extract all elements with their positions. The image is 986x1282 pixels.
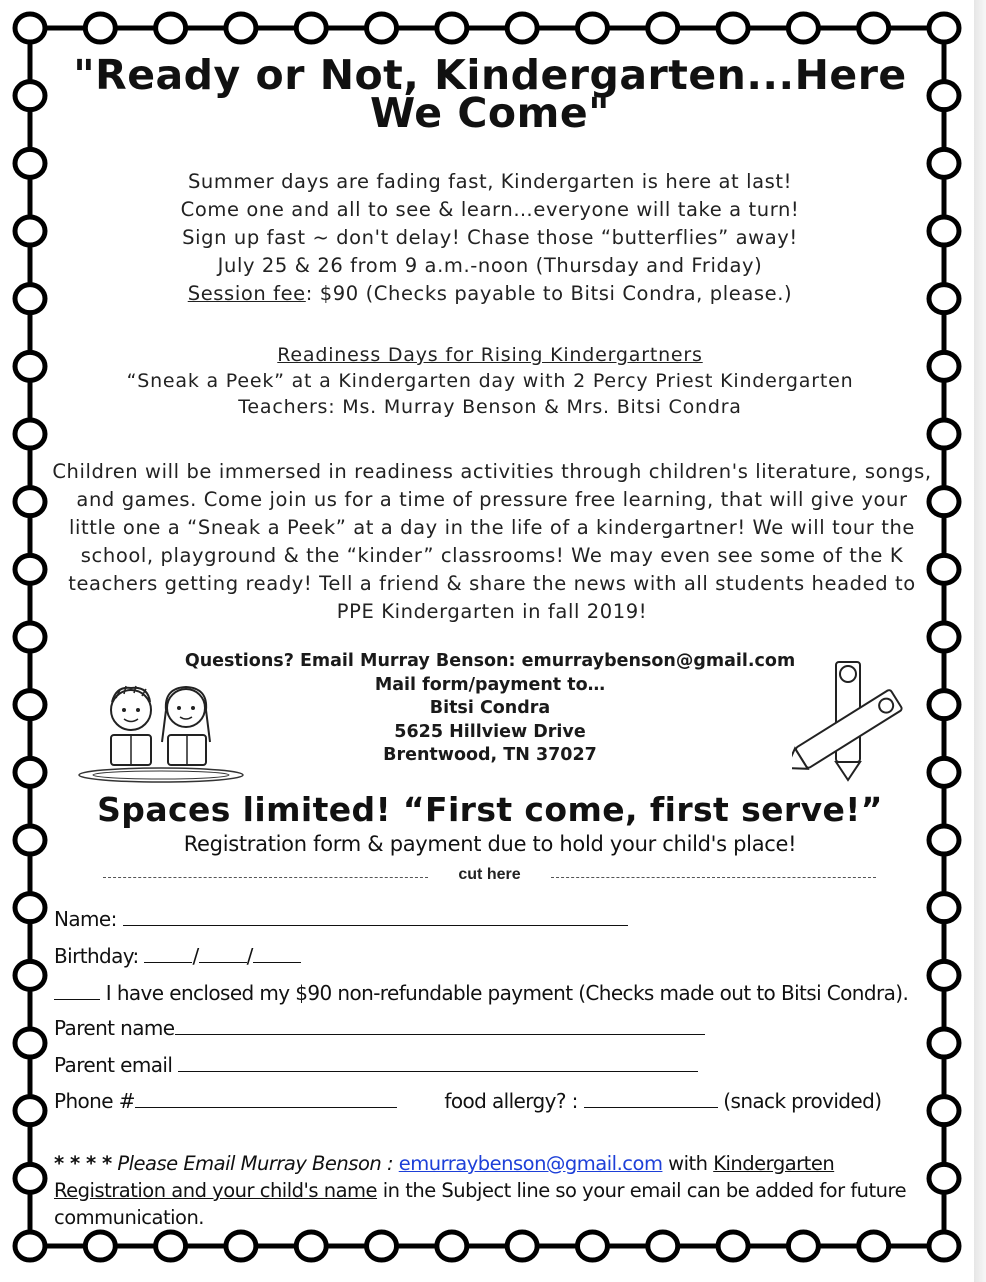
border-circle — [648, 14, 678, 42]
allergy-label: food allergy? : — [444, 1089, 578, 1113]
parent-name-label: Parent name — [54, 1016, 175, 1040]
border-circle — [15, 217, 45, 245]
border-circle — [15, 555, 45, 583]
payment-check-field[interactable] — [54, 981, 100, 1000]
border-circle — [929, 1029, 959, 1057]
border-circle — [85, 1232, 115, 1260]
form-parent-name-row — [54, 1015, 705, 1041]
birthday-month-field[interactable] — [144, 944, 192, 963]
email-note-stars: * * * * — [54, 1152, 112, 1175]
phone-field[interactable] — [135, 1089, 397, 1108]
readiness-line-1: “Sneak a Peek” at a Kindergarten day with 2 Percy Priest Kindergarten — [126, 370, 854, 392]
email-link[interactable]: emurraybenson@gmail.com — [398, 1152, 663, 1175]
payment-text: I have enclosed my $90 non-refundable payment (Checks made out to Bitsi Condra). — [105, 981, 909, 1005]
allergy-field[interactable] — [584, 1089, 718, 1108]
subject-part-2: Registration and your child's name — [54, 1179, 378, 1202]
parent-name-field[interactable] — [175, 1016, 705, 1035]
border-circle — [15, 14, 45, 42]
birthday-label: Birthday: — [54, 944, 139, 968]
border-circle — [15, 420, 45, 448]
border-circle — [929, 1097, 959, 1125]
border-circle — [15, 149, 45, 177]
border-circle — [15, 691, 45, 719]
poem-line-2: Come one and all to see & learn…everyone will take a turn! — [180, 198, 800, 221]
session-fee — [60, 280, 920, 308]
cut-here-divider — [103, 866, 876, 886]
border-circle — [15, 894, 45, 922]
cut-here-label: cut here — [458, 866, 521, 883]
border-circle — [226, 14, 256, 42]
questions-line: Questions? Email Murray Benson: emurraybenson@gmail.com — [184, 651, 796, 671]
form-payment-row — [54, 980, 908, 1006]
parent-email-label: Parent email — [54, 1053, 173, 1077]
border-circle — [929, 420, 959, 448]
poem-block — [60, 168, 920, 308]
border-circle — [296, 1232, 326, 1260]
snack-note: (snack provided) — [723, 1089, 882, 1113]
parent-email-field[interactable] — [178, 1053, 698, 1072]
border-circle — [929, 1164, 959, 1192]
birthday-separator-2: / — [246, 944, 253, 968]
email-note-rest-1: in the Subject line so your email can be added for — [382, 1179, 845, 1202]
border-circle — [859, 14, 889, 42]
poem-line-3: Sign up fast ~ don't delay! Chase those “butterflies” away! — [182, 226, 798, 249]
border-circle — [929, 149, 959, 177]
mail-street: 5625 Hillview Drive — [394, 721, 586, 742]
border-circle — [718, 1232, 748, 1260]
readiness-block — [60, 342, 920, 420]
border-circle — [156, 14, 186, 42]
border-circle — [437, 1232, 467, 1260]
readiness-line-2: Teachers: Ms. Murray Benson & Mrs. Bitsi Condra — [238, 396, 742, 418]
border-circle — [929, 14, 959, 42]
border-circle — [929, 555, 959, 583]
border-circle — [15, 961, 45, 989]
border-circle — [15, 826, 45, 854]
birthday-separator-1: / — [192, 944, 199, 968]
border-circle — [507, 14, 537, 42]
border-circle — [577, 1232, 607, 1260]
border-circle — [15, 1097, 45, 1125]
border-circle — [507, 1232, 537, 1260]
border-circle — [929, 758, 959, 786]
border-circle — [929, 691, 959, 719]
border-circle — [15, 1232, 45, 1260]
form-phone-row — [54, 1088, 881, 1114]
birthday-day-field[interactable] — [199, 944, 247, 963]
email-note — [54, 1150, 914, 1231]
border-circle — [929, 352, 959, 380]
subject-part-1: Kindergarten — [713, 1152, 835, 1175]
email-note-rest-2: future communication. — [54, 1179, 907, 1229]
session-fee-text: : $90 (Checks payable to Bitsi Condra, please.) — [305, 282, 793, 305]
phone-label: Phone # — [54, 1089, 135, 1113]
border-circle — [226, 1232, 256, 1260]
border-circle — [929, 1232, 959, 1260]
readiness-heading: Readiness Days for Rising Kindergartners — [277, 344, 703, 366]
border-circle — [15, 1029, 45, 1057]
border-circle — [15, 488, 45, 516]
border-circle — [859, 1232, 889, 1260]
mail-name: Bitsi Condra — [429, 698, 551, 718]
mail-label: Mail form/payment to… — [374, 674, 606, 695]
border-circle — [296, 14, 326, 42]
border-circle — [15, 285, 45, 313]
border-circle — [929, 894, 959, 922]
border-circle — [718, 14, 748, 42]
form-parent-email-row — [54, 1052, 698, 1078]
border-circle — [85, 14, 115, 42]
border-circle — [367, 14, 397, 42]
cut-dash-left — [103, 877, 428, 878]
border-circle — [437, 14, 467, 42]
form-name-row — [54, 906, 628, 932]
mail-city: Brentwood, TN 37027 — [383, 745, 597, 765]
border-circle — [929, 285, 959, 313]
border-circle — [15, 623, 45, 651]
border-circle — [577, 14, 607, 42]
session-fee-label: Session fee — [187, 282, 306, 305]
border-circle — [15, 758, 45, 786]
description-paragraph: Children will be immersed in readiness activities through children's literature, songs, and games. Come join us for a time of pressure free learning, that will give your little one a “Sneak a Peek” at a day in the life of a kindergartner! We will tour the school, playground & the “kinder” classrooms! We may even see some of the K teachers getting ready! Tell a friend & share the news with all students headed to PPE Kindergarten in fall 2019! — [52, 460, 932, 623]
poem-line-1: Summer days are fading fast, Kindergarten is here at last! — [187, 170, 793, 193]
border-circle — [929, 217, 959, 245]
border-circle — [15, 352, 45, 380]
border-circle — [367, 1232, 397, 1260]
registration-note: Registration form & payment due to hold your child's place! — [183, 832, 797, 856]
border-circle — [788, 14, 818, 42]
contact-block — [140, 650, 840, 768]
birthday-year-field[interactable] — [253, 944, 301, 963]
flyer-title: "Ready or Not, Kindergarten...Here We Come" — [73, 51, 907, 137]
form-birthday-row — [54, 943, 301, 969]
border-circle — [929, 961, 959, 989]
name-label: Name: — [54, 907, 117, 931]
border-circle — [929, 826, 959, 854]
poem-line-4: July 25 & 26 from 9 a.m.-noon (Thursday and Friday) — [217, 254, 763, 277]
email-note-with: with — [668, 1152, 708, 1175]
cut-dash-right — [551, 877, 876, 878]
border-circle — [648, 1232, 678, 1260]
border-circle — [788, 1232, 818, 1260]
name-field[interactable] — [123, 907, 628, 926]
border-circle — [929, 488, 959, 516]
spaces-limited-heading: Spaces limited! “First come, first serve!” — [97, 790, 883, 829]
border-circle — [929, 623, 959, 651]
email-note-italic: Please Email Murray Benson : — [117, 1152, 394, 1175]
border-circle — [15, 1164, 45, 1192]
border-circle — [156, 1232, 186, 1260]
